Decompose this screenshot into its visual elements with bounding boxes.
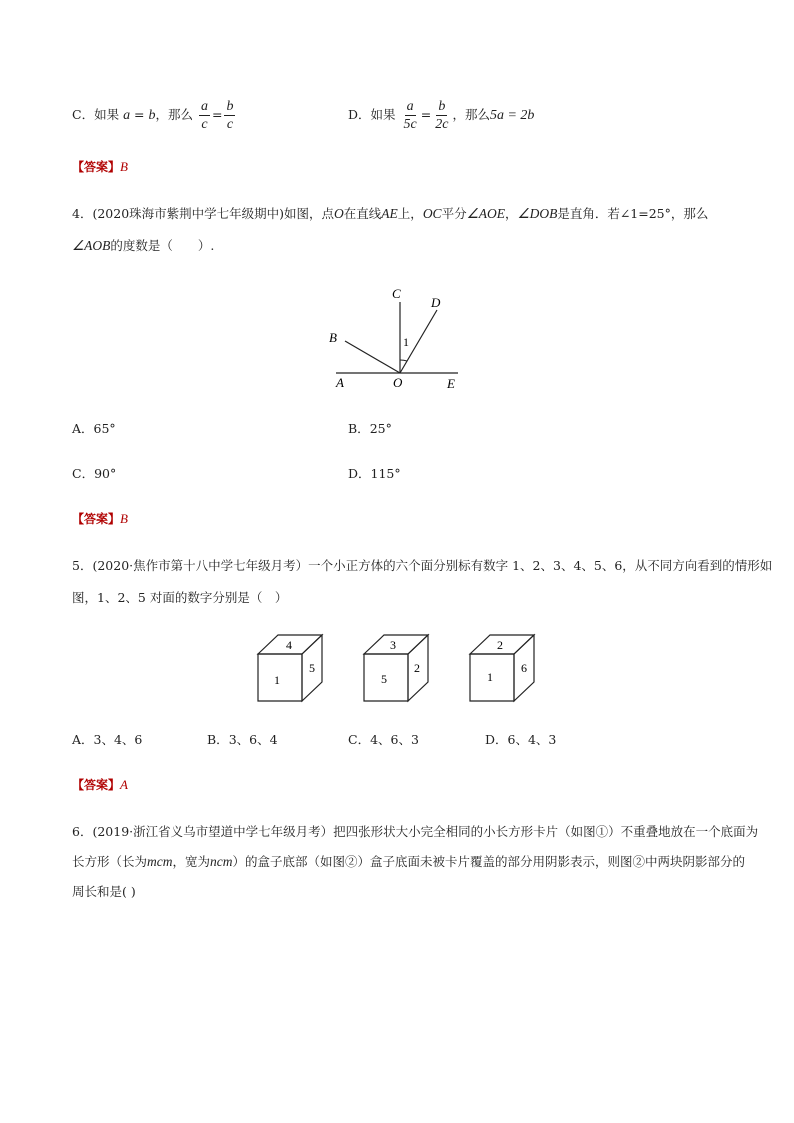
option-letter: A． <box>72 421 94 436</box>
cube-top-number: 2 <box>497 638 503 652</box>
cube-3 <box>466 632 538 704</box>
q4-text-part: 是直角．若∠1=25°，那么 <box>557 206 709 221</box>
cube-front-number: 1 <box>487 670 493 684</box>
angle-aob: ∠AOB <box>72 238 111 253</box>
equals-sign: = <box>130 107 149 122</box>
var-a: a <box>123 108 131 123</box>
q4-line-1 <box>72 200 732 228</box>
cube-top-number: 4 <box>286 638 292 652</box>
option-letter: C． <box>72 466 95 481</box>
numerator: b <box>226 99 234 114</box>
denominator: 5c <box>403 117 417 132</box>
q5-option-c <box>348 731 419 749</box>
q6-line-3: 周长和是( ) <box>72 884 136 899</box>
q4-text-part: 在直线 <box>343 206 382 221</box>
q4-option-c <box>72 465 116 483</box>
answer-label: 【答案】 <box>72 512 121 526</box>
option-letter: B． <box>348 421 370 436</box>
q4-text-part: ， <box>504 206 518 221</box>
option-letter: B． <box>207 732 229 747</box>
q4-text-part: 的度数是（ ）. <box>110 238 215 253</box>
label-angle-1: 1 <box>403 335 409 349</box>
q5-option-d <box>485 731 556 749</box>
q4-line-2 <box>72 232 732 260</box>
equals-sign: = <box>420 107 432 122</box>
var-ncm: ncm <box>210 854 233 869</box>
option-c-label: C．如果 <box>72 107 120 122</box>
answer-5 <box>72 776 128 793</box>
denominator: 2c <box>435 117 449 132</box>
option-text: 65° <box>93 421 116 436</box>
q5-option-b <box>207 731 278 749</box>
option-text: 25° <box>369 421 392 436</box>
numerator: b <box>438 99 446 114</box>
q5-line-2: 图，1、2、5 对面的数字分别是（ ） <box>72 590 288 605</box>
q5-line-1: 5．(2020·焦作市第十八中学七年级月考）一个小正方体的六个面分别标有数字 1、2、3、4、5、6，从不同方向看到的情形如 <box>72 558 773 573</box>
q4-text-part: 平分 <box>441 206 467 221</box>
q4-option-a <box>72 420 116 438</box>
answer-4 <box>72 510 128 527</box>
option-letter: A． <box>72 732 94 747</box>
fraction-b-over-c <box>224 98 235 133</box>
numerator: a <box>200 99 208 114</box>
q3-option-d <box>348 98 534 133</box>
option-d-label: D．如果 <box>348 107 396 122</box>
answer-label: 【答案】 <box>72 778 121 792</box>
answer-value: B <box>120 511 128 526</box>
denominator: c <box>226 117 234 132</box>
numerator: a <box>406 99 414 114</box>
answer-value: A <box>120 777 128 792</box>
fraction-b-over-2c <box>433 98 450 133</box>
q5-text <box>72 552 773 612</box>
angle-1-arc <box>400 360 407 361</box>
q6-text-part: ，宽为 <box>172 854 211 869</box>
option-text: 3、6、4 <box>228 732 278 747</box>
cube-front-number: 1 <box>274 673 280 687</box>
cube-front-face <box>258 654 302 701</box>
equals-sign: = <box>211 107 223 122</box>
label-d: D <box>431 295 441 310</box>
then-text: ，那么 <box>452 107 490 122</box>
q6-line-2 <box>72 848 746 876</box>
option-letter: D． <box>485 732 508 747</box>
denominator: c <box>201 117 208 132</box>
fraction-a-over-5c <box>402 98 419 133</box>
cube-right-number: 5 <box>309 661 315 675</box>
var-mcm: mcm <box>147 854 173 869</box>
label-b: B <box>329 330 337 345</box>
cube-2 <box>360 632 432 704</box>
option-text: 4、6、3 <box>370 732 419 747</box>
ray-ob <box>345 341 400 373</box>
var-b: b <box>148 108 156 123</box>
line-ae: AE <box>381 206 398 221</box>
label-o: O <box>393 375 403 390</box>
point-o: O <box>334 206 344 221</box>
ray-oc: OC <box>422 206 442 221</box>
answer-label: 【答案】 <box>72 160 121 174</box>
option-letter: C． <box>348 732 371 747</box>
option-text: 90° <box>94 466 117 481</box>
cube-front-number: 5 <box>381 672 387 686</box>
angle-aoe: ∠AOE <box>466 206 505 221</box>
option-text: 115° <box>370 466 401 481</box>
cube-top-number: 3 <box>390 638 396 652</box>
fraction-a-over-c <box>199 98 210 133</box>
cube-right-number: 2 <box>414 661 420 675</box>
answer-value: B <box>120 159 128 174</box>
angle-dob: ∠DOB <box>517 206 558 221</box>
label-e: E <box>447 376 455 391</box>
q4-text-part: 上， <box>397 206 423 221</box>
result-equation: 5a = 2b <box>489 108 535 123</box>
cube-1 <box>254 632 326 704</box>
answer-3 <box>72 158 128 175</box>
q4-option-b <box>348 420 392 438</box>
q4-angle-figure <box>320 280 470 395</box>
label-a: A <box>336 375 344 390</box>
option-letter: D． <box>348 466 371 481</box>
option-text: 6、4、3 <box>507 732 557 747</box>
then-text: ，那么 <box>155 107 193 122</box>
label-c: C <box>392 286 401 301</box>
option-text: 3、4、6 <box>93 732 143 747</box>
q4-text <box>72 200 732 260</box>
q6-text <box>72 818 759 906</box>
q6-text-part: ）的盒子底部（如图②）盒子底面未被卡片覆盖的部分用阴影表示，则图②中两块阴影部分的 <box>232 854 746 869</box>
q3-option-c <box>72 98 237 133</box>
cube-right-number: 6 <box>521 661 527 675</box>
q4-option-d <box>348 465 401 483</box>
q4-text-part: 4．(2020珠海市紫荆中学七年级期中)如图，点 <box>72 206 335 221</box>
q6-text-part: 长方形（长为 <box>72 854 148 869</box>
q5-option-a <box>72 731 142 749</box>
q6-line-1: 6．(2019·浙江省义乌市望道中学七年级月考）把四张形状大小完全相同的小长方形卡片（如图①）不重叠地放在一个底面为 <box>72 824 759 839</box>
